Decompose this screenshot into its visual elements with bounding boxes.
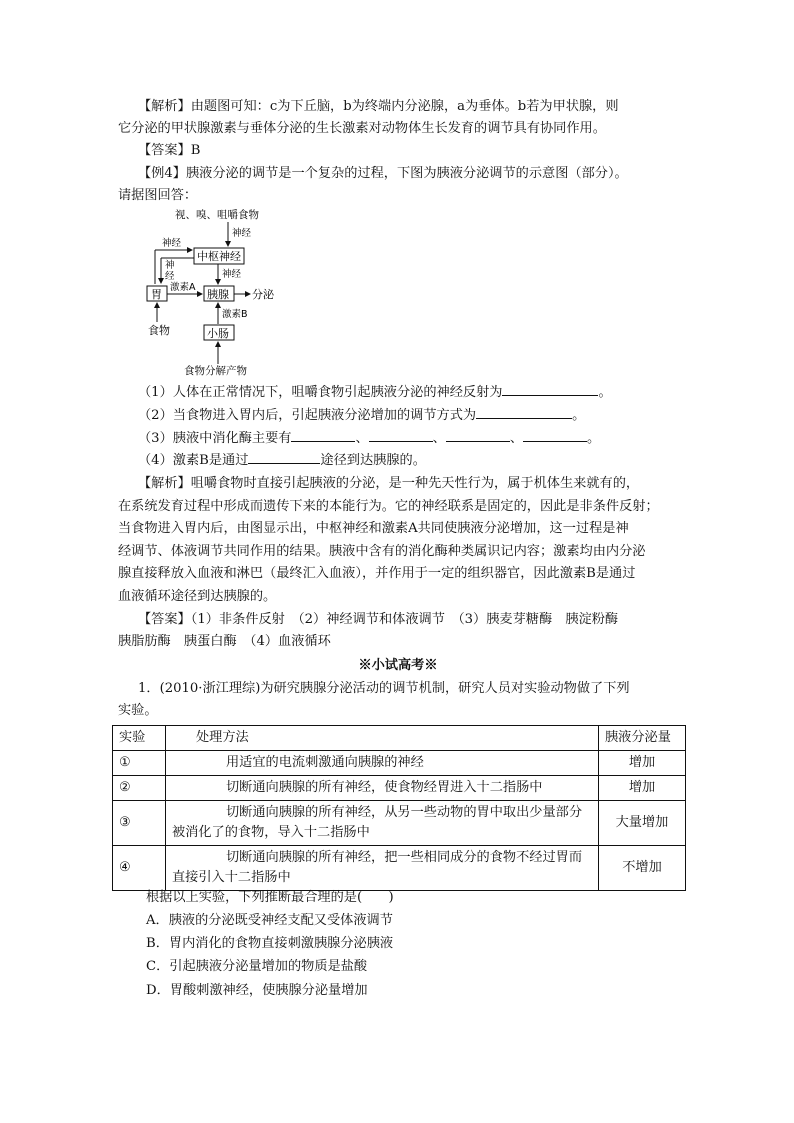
analysis-1-line-1: 【解析】由题图可知：c为下丘脑，b为终端内分泌腺，a为垂体。b若为甲状腺，则 [138,99,619,114]
table-cell-num: ② [113,776,166,801]
table-row [113,801,686,846]
food-label: 食物 [148,324,170,337]
table-cell-method: 切断通向胰腺的所有神经，使食物经胃进入十二指肠中 [166,776,599,801]
table-row [113,776,686,801]
answer-blank[interactable] [523,429,587,442]
table-header-cell: 处理方法 [166,726,599,751]
nerve-label-left: 神经 [162,238,182,249]
table-cell-result: 大量增加 [599,801,686,846]
option-c[interactable]: C．引起胰液分泌量增加的物质是盐酸 [146,959,368,974]
question-stem: 根据以上实验，下列推断最合理的是( ) [146,890,394,905]
answer-blank[interactable] [291,429,355,442]
stomach-label: 胃 [151,288,162,301]
hormone-b-label: 激素B [222,309,248,320]
table-row [113,751,686,776]
table-cell-method: 用适宜的电流刺激通向胰腺的神经 [166,751,599,776]
table-cell-method [166,846,599,891]
analysis-1-line-2: 它分泌的甲状腺激素与垂体分泌的生长激素对动物体生长发育的调节具有协同作用。 [118,121,606,136]
method-line: 直接引入十二指肠中 [172,870,291,885]
table-header-cell: 实验 [113,726,166,751]
pancreas-regulation-diagram [140,204,300,376]
example-4-line-1: 【例4】胰液分泌的调节是一个复杂的过程，下图为胰液分泌调节的示意图（部分）。 [138,166,628,181]
question-4: （4）激素B是通过 途径到达胰腺的。 [138,453,426,468]
section-title: ※小试高考※ [358,658,438,673]
nerve-label-up-2: 经 [165,271,175,282]
answer-blank[interactable] [446,429,510,442]
table-row [113,846,686,891]
answer-2-line-1: 【答案】（1）非条件反射 （2）神经调节和体液调节 （3）胰麦芽糖酶 胰淀粉酶 [138,612,619,627]
example-4-line-2: 请据图回答： [118,188,198,203]
answer-blank[interactable] [502,383,598,396]
table-cell-method [166,801,599,846]
nerve-label-up-1: 神 [165,260,175,271]
answer-blank[interactable] [476,406,572,419]
nerve-label-top: 神经 [232,228,252,239]
analysis-2-line-1: 【解析】咀嚼食物时直接引起胰液的分泌，是一种先天性行为，属于机体生来就有的， [138,476,640,491]
table-cell-result: 增加 [599,751,686,776]
analysis-2-line-4: 经调节、体液调节共同作用的结果。胰液中含有的消化酶种类属识记内容；激素均由内分泌 [118,544,646,559]
intestine-label: 小肠 [207,327,229,340]
method-line: 切断通向胰腺的所有神经，把一些相同成分的食物不经过胃而 [226,850,583,865]
table-cell-result: 不增加 [599,846,686,891]
answer-1: 【答案】B [138,143,201,158]
analysis-2-line-5: 腺直接释放入血液和淋巴（最终汇入血液），并作用于一定的组织器官，因此激素B是通过 [118,566,636,581]
nerve-label-down: 神经 [222,269,242,280]
cns-label: 中枢神经 [197,250,241,263]
table-cell-result: 增加 [599,776,686,801]
experiment-table [112,725,686,891]
analysis-2-line-2: 在系统发育过程中形成而遗传下来的本能行为。它的神经联系是固定的，因此是非条件反射； [118,499,659,514]
question-3: （3）胰液中消化酶主要有 、 、 、 。 [138,431,601,446]
answer-2-line-2: 胰脂肪酶 胰蛋白酶 （4）血液循环 [118,634,331,649]
table-cell-num: ④ [113,846,166,891]
table-cell-num: ③ [113,801,166,846]
hormone-a-label: 激素A [170,282,196,293]
answer-blank[interactable] [369,429,433,442]
exam-question-line-1: 1．(2010·浙江理综)为研究胰腺分泌活动的调节机制，研究人员对实验动物做了下列 [138,681,630,696]
secrete-label: 分泌 [252,288,274,301]
pancreas-label: 胰腺 [207,288,229,301]
option-a[interactable]: A．胰液的分泌既受神经支配又受体液调节 [146,913,393,928]
option-b[interactable]: B．胃内消化的食物直接刺激胰腺分泌胰液 [146,936,394,951]
analysis-2-line-3: 当食物进入胃内后，由图显示出，中枢神经和激素A共同使胰液分泌增加，这一过程是神 [118,521,629,536]
digest-products-label: 食物分解产物 [184,365,247,376]
option-d[interactable]: D．胃酸刺激神经，使胰腺分泌量增加 [146,983,368,998]
top-input-label: 视、嗅、咀嚼食物 [175,209,259,221]
question-1: （1）人体在正常情况下，咀嚼食物引起胰液分泌的神经反射为 。 [138,385,612,400]
method-line: 被消化了的食物，导入十二指肠中 [172,825,370,840]
method-line: 切断通向胰腺的所有神经，从另一些动物的胃中取出少量部分 [226,805,583,820]
question-2: （2）当食物进入胃内后，引起胰液分泌增加的调节方式为 。 [138,408,586,423]
analysis-2-line-6: 血液循环途径到达胰腺的。 [118,589,277,604]
table-cell-num: ① [113,751,166,776]
exam-question-line-2: 实验。 [118,703,158,718]
answer-blank[interactable] [248,451,320,464]
table-header-row [113,726,686,751]
table-header-cell: 胰液分泌量 [599,726,686,751]
